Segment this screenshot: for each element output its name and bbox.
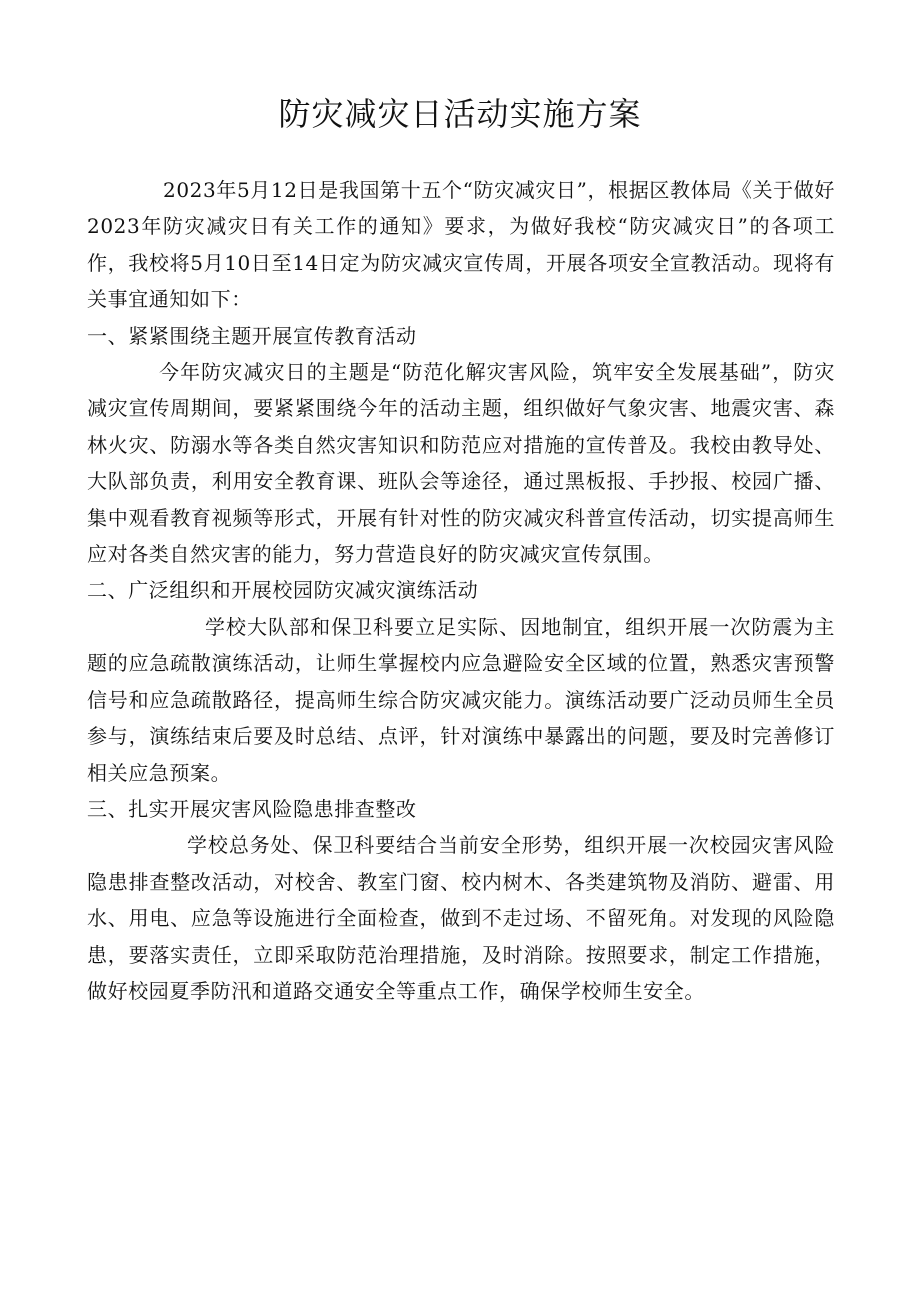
section-body-2: 学校大队部和保卫科要立足实际、因地制宜，组织开展一次防震为主题的应急疏散演练活动，让师生掌握校内应急避险安全区域的位置，熟悉灾害预警信号和应急疏散路径，提高师生综合防灾减灾能力。演练活动要广泛动员师生全员参与，演练结束后要及时总结、点评，针对演练中暴露出的问题，要及时完善修订相关应急预案。: [87, 614, 835, 785]
intro-paragraph: 2023年5月12日是我国第十五个“防灾减灾日”，根据区教体局《关于做好2023年防灾减灾日有关工作的通知》要求，为做好我校“防灾减灾日”的各项工作，我校将5月10日至14日定为防灾减灾宣传周，开展各项安全宣教活动。现将有关事宜通知如下：: [87, 178, 835, 312]
document-title: 防灾减灾日活动实施方案: [278, 95, 642, 133]
section-heading-3: 三、扎实开展灾害风险隐患排查整改: [87, 796, 417, 821]
document-body: [87, 172, 835, 1009]
section-heading-1: 一、紧紧围绕主题开展宣传教育活动: [87, 323, 417, 348]
section-body-3: 学校总务处、保卫科要结合当前安全形势，组织开展一次校园灾害风险隐患排查整改活动，对校舍、教室门窗、校内树木、各类建筑物及消防、避雷、用水、用电、应急等设施进行全面检查，做到不走过场、不留死角。对发现的风险隐患，要落实责任，立即采取防范治理措施，及时消除。按照要求，制定工作措施，做好校园夏季防汛和道路交通安全等重点工作，确保学校师生安全。: [87, 833, 835, 1003]
section-body-1: 今年防灾减灾日的主题是“防范化解灾害风险，筑牢安全发展基础”，防灾减灾宣传周期间，要紧紧围绕今年的活动主题，组织做好气象灾害、地震灾害、森林火灾、防溺水等各类自然灾害知识和防范应对措施的宣传普及。我校由教导处、大队部负责，利用安全教育课、班队会等途径，通过黑板报、手抄报、校园广播、集中观看教育视频等形式，开展有针对性的防灾减灾科普宣传活动，切实提高师生应对各类自然灾害的能力，努力营造良好的防灾减灾宣传氛围。: [87, 360, 835, 567]
section-heading-2: 二、广泛组织和开展校园防灾减灾演练活动: [87, 578, 479, 603]
